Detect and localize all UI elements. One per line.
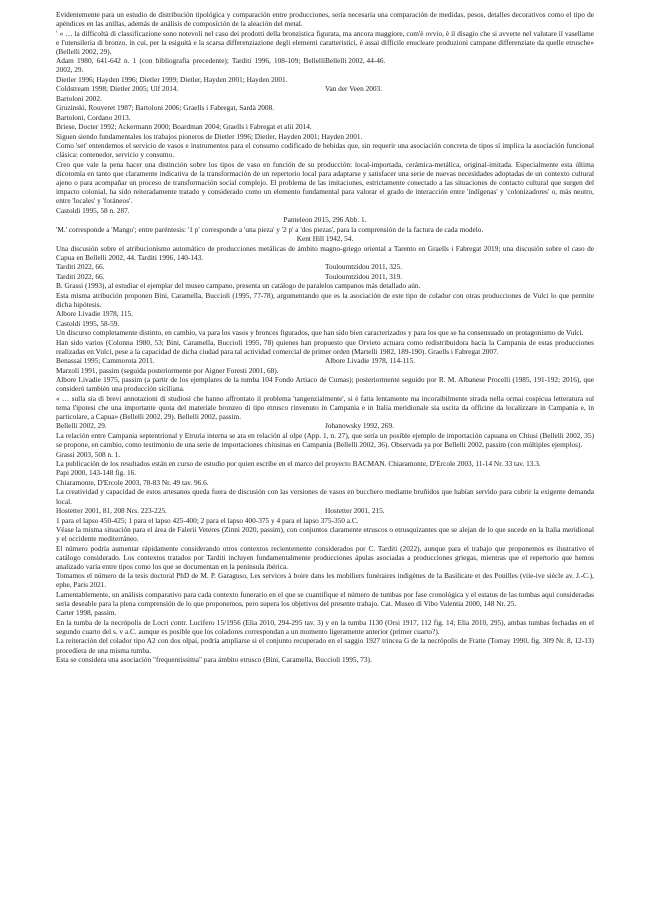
footnote: Bartoloni 2002. (56, 93, 102, 103)
footnote: La relación entre Campania septentrional y Etruria interna se ata en relación al olpe (App. 1, n. 27), que sería un posible ejemplo de importación capuana en Chiusi (Bellelli 2002, 35) se propone, en cambio, como testimonio de una serie de importaciones chiusinas en Campania (Bellelli 2002, 36). Observada ya por Bellelli 2002, passim (con múltiples ejemplos). (56, 430, 594, 450)
footnote: Carter 1998, passim. (56, 608, 117, 618)
footnote: Siguen siendo fundamentales los trabajos pioneros de Dietler 1996; Dietler, Hayden 2001; Hayden 2001. (56, 131, 363, 141)
footnote: Dietler 1996; Hayden 1996; Dietler 1999; Dietler, Hayden 2001; Hayden 2001. (56, 74, 288, 84)
footnote: Albore Livadie 1975, passim (a partir de los ejemplares de la tumba 104 Fondo Artiaco de Cumas); posteriormente seguido por R. M. Albanese Procelli (1985, 191-192; 2016), que consideró también una producción siciliana. (56, 375, 594, 394)
footnote: Tomamos el número de la tesis doctoral PhD de M. P. Garaguso, Les services à boire dans les mobiliers funéraires indigènes de la Basilicate et des Pouilles (viie-ive siècle av. J.-C.), ephe, Paris 2021. (56, 571, 594, 590)
footnote: Castoldi 1995, 58 n. 287. (56, 205, 130, 215)
footnote: Han sido varios (Colonna 1980, 53; Bini, Caramella, Buccioli 1995, 78) quienes han propuesto que Orvieto actuara como redistribuidora hacia la Campania de estas producciones realizadas en Vulci, pese a la capacidad de dicha ciudad para tal actividad comercial de primer orden (Martelli 1982, 189-190). Graells i Fabregat 2007. (56, 337, 594, 356)
footnote: 'M.' corresponde a 'Mango'; entre paréntesis: '1 p' corresponde a 'una pieza' y '2 p' a 'dos piezas', para la comprensión de la factura de cada modelo. (56, 224, 484, 234)
footnote-pair: Bellelli 2002, 29. Johanowsky 1992, 269. (56, 421, 394, 431)
footnote: B. Grassi (1993), al estudiar el ejemplar del museo campano, presenta un catálogo de paralelos campanos más detallado aún. (56, 281, 421, 291)
footnote: Una discusión sobre el atribucionismo automático de producciones metálicas de ámbito magno-griego oriental a Tarento en Graells i Fabregat 2019; una discusión sobre el caso de Capua en Bellelli 2002, 44. Tarditi 1996, 140-143. (56, 243, 594, 262)
footnote: Albore Livadie 1978, 115. (56, 309, 133, 319)
footnote: Bartoloni, Cordano 2013. (56, 112, 131, 122)
footnote: La publicación de los resultados están en curso de estudio por quien escribe en el marco del proyecto BACMAN. Chiaramonte, D'Ercole 2003, 11-14 Nr. 33 tav. 13.3. (56, 459, 541, 468)
footnote-pair: Coldstream 1998; Dietler 2005; Ulf 2014. Van der Veen 2003. (56, 84, 383, 94)
footnote: Lamentablemente, un análisis comparativo para cada contexto funerario en el que se cuantifique el número de tumbas por fase cronológica y el estatus de las tumbas aquí consideradas sería deseable para la plena comprensión de lo que proponemos, pero supera los objetivos del presente trabajo. Cat. Museo di Vibo Valentia 2000, 148 Nr. 25. (56, 589, 594, 608)
footnote: Castoldi 1995, 58-59. (56, 318, 120, 328)
footnote: $^{^1}$ « … la difficoltà di classificazione sono notevoli nel caso dei prodotti della bronzistica figurata, ma ancora maggiore, com'è ovvio, è il disagio che si avverte nel valutare il vasellame e l'utensileria di bronzo, in cui, per la esiguità e la scarsa differenziazione degli elementi caratteristici, è assai difficile enucleare produzioni campane differenziate da quelle etrusche» (Bellelli 2002, 29). (56, 28, 594, 56)
footnote: Chiaramonte, D'Ercole 2003, 78-83 Nr. 49 tav. 96.6. (56, 477, 209, 487)
footnote-pair: Benassai 1995; Cammorota 2011. Albore Livadie 1978, 114-115. (56, 356, 416, 366)
footnote: Panteleon 2015, 296 Abb. 1. (283, 215, 367, 225)
footnote: Esta se considera una asociación "frequentissima" para ámbito etrusco (Bini, Caramella, Buccioli 1995, 73). (56, 655, 372, 665)
footnote-pair: Adam 1980, 641-642 n. 1 (con bibliografía precedente); Tarditi 1996, 108-109; Bellelli 2002, 29. Bellelli 2002, 44-46. (56, 56, 386, 75)
footnote: Marzoli 1991, passim (seguida posteriormente por Aigner Foresti 2001, 68). (56, 365, 279, 375)
footnote: El número podría aumentar rápidamente considerando otros contextos recientemente considerados por C. Tarditi (2022), aunque para el trabajo que proponemos es ilustrativo el catálogo considerado. Los contextos tratados por Tarditi incluyen fundamentalmente producciones ápulas asociadas a producciones griegas, mientras que el repertorio que hemos analizado varía entre tipos como los que se documentan en la península ibérica. (56, 543, 594, 571)
footnote: En la tumba de la necrópolis de Locri contr. Lucifero 15/1956 (Elia 2010, 294-295 tav. 3) y en la tumba 1130 (Orsi 1917, 112 fig. 14; Elia 2010, 295), ambas tumbas fechadas en el segundo cuarto del s. v a.C. aunque es posible que los coladores correspondan a un momento ligeramente anterior (primer cuarto?). (56, 617, 594, 636)
footnote: 1 para el lapso 450-425; 1 para el lapso 425-400; 2 para el lapso 400-375 y 4 para el lapso 375-350 a.C. (56, 515, 359, 525)
footnote-pair: Hostetter 2001, 81, 208 Nrs. 223-225. Hostetter 2001, 215. (56, 506, 385, 516)
footnote-marker: ¹ (56, 29, 58, 36)
footnote-pair: Tarditi 2022, 66. Touloumtzidou 2011, 325. (56, 262, 403, 272)
footnote: Como 'set' entendemos el servicio de vasos e instrumentos para el consumo codificado de bebidas que, sin requerir una asociación concreta de tipos sí implica la asociación funcional clásica: contenedor, servicio y consumo. (56, 141, 594, 160)
footnote: Creo que vale la pena hacer una distinción sobre los tipos de vaso en función de su producción: local-importada, cerámica-metálica, original-imitada. Especialmente esta última dicotomía en tanto que claramente indicativa de la transformación de un repertorio local para adaptarse y satisfacer una serie de nuevas necesidades adoptadas de un contexto cultural ajeno o para acompañar un proceso de transformación social complejo. El problema de las imitaciones, estrictamente conectado a las situaciones de contacto cultural que surgen del impacto colonial, ha sido reiteradamente tratado y considerado como un elemento fundamental para valorar el grado de interacción entre 'indígenas' y 'colonizadores' o, más neutro, entre 'locales' y 'foráneos'. (56, 159, 594, 206)
footnote: Gruzinski, Rouveret 1987; Bartoloni 2006; Graells i Fabregat, Sardà 2008. (56, 103, 275, 113)
footnote: Kent Hill 1942, 54. (296, 234, 354, 244)
footnote: « … sulla sia di brevi annotazioni di studiosi che hanno affrontato il problema 'tangenzialmente', si è fatta lentamente ma incoraibilmente strada nella ormai cospicua letteratura sul tema l'ipotesi che una importante quota del materiale bronzeo di tipo etrusco rinvenuto in Campania e in Italia meridionale sia uscita da officine da localizzare in Campania e, in particolare, a Capua» (Bellelli 2002, 29). Bellelli 2002, passim. (56, 393, 594, 421)
footnote: Véase la misma situación para el área de Falerii Veteres (Zinni 2020, passim), con conjuntos claramente etruscos o etrusquizantes que se alejan de lo que sucede en la Italia meridional y el occidente mediterráneo. (56, 525, 594, 544)
footnote: La reiteración del colador tipo A2 con dos olpai, podría ampliarse si el conjunto recuperado en el saggio 1927 trincea G de la necrópolis de Fratte (Tomay 1990, fig. 309 Nr. 8, 12-13) procediera de una misma tumba. (56, 636, 594, 655)
footnote: Esta misma atribución proponen Bini, Caramella, Buccioli (1995, 77-78), argumentando que es la asociación de este tipo de colador con otras producciones de Vulci lo que permite dicha hipótesis. (56, 290, 594, 309)
footnote: Briese, Docter 1992; Ackermann 2000; Boardman 2004; Graells i Fabregat et alii 2014. (56, 122, 312, 132)
footnote: Papi 2000, 143-148 fig. 16. (56, 468, 137, 478)
footnote-pair: Tarditi 2022, 66. Touloumtzidou 2011, 319. (56, 271, 403, 281)
paragraph-intro: Evidentemente para un estudio de distribución tipológica y comparación entre producciones, sería necesaria una comparación de medidas, pesos, detalles decorativos como el tipo de apéndices en las anillas, además de análisis de composición de la aleación del metal. (56, 10, 594, 29)
footnote: La creatividad y capacidad de estos artesanos queda fuera de discusión con las versiones de vasos en bucchero mediante bruñidos que habían servido para cubrir la exigente demanda local. (56, 487, 594, 506)
footnote: Un discurso completamente distinto, en cambio, va para los vasos y bronces figurados, que han sido bien caracterizados y para los que se ha consensuado un protagonismo de Vulci. (56, 328, 584, 338)
footnote: Grassi 2003, 508 n. 1. (56, 449, 121, 459)
